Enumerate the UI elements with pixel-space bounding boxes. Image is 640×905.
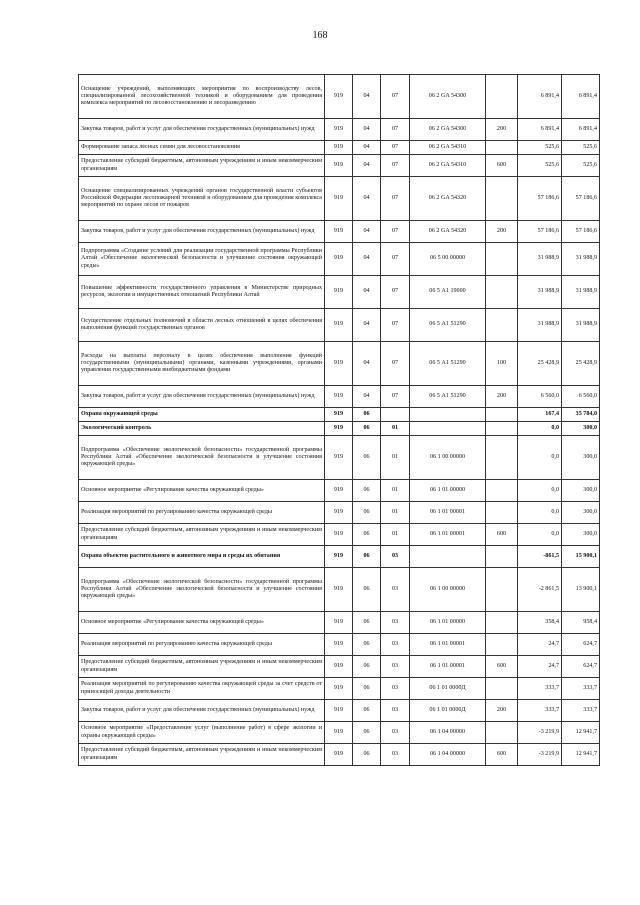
section-code: 04	[353, 119, 381, 141]
subsection-code: 07	[381, 342, 410, 386]
target-article-code: 06 2 GA 54300	[410, 119, 486, 141]
total-amount: 12 941,7	[562, 744, 600, 766]
subsection-code: 01	[381, 480, 410, 502]
subsection-code: 07	[381, 155, 410, 177]
ministry-code: 919	[325, 422, 353, 436]
subsection-code: 01	[381, 436, 410, 480]
expense-type-code	[486, 722, 518, 744]
change-amount: -3 219,9	[518, 722, 562, 744]
section-code: 06	[353, 480, 381, 502]
target-article-code: 06 1 04 00000	[410, 722, 486, 744]
ministry-code: 919	[325, 612, 353, 634]
subsection-code: 03	[381, 612, 410, 634]
target-article-code: 06 2 GA 54300	[410, 75, 486, 119]
total-amount: 15 900,1	[562, 546, 600, 568]
row-description: Предоставление субсидий бюджетным, автономным учреждениям и иным некоммерческим организациям	[79, 744, 325, 766]
total-amount: 6 891,4	[562, 75, 600, 119]
ministry-code: 919	[325, 386, 353, 408]
row-description: Закупка товаров, работ и услуг для обеспечения государственных (муниципальных) нужд	[79, 700, 325, 722]
target-article-code: 06 5 00 00000	[410, 243, 486, 276]
ministry-code: 919	[325, 524, 353, 546]
change-amount: 31 988,9	[518, 309, 562, 342]
budget-table-body	[79, 75, 600, 766]
table-row	[79, 480, 600, 502]
ministry-code: 919	[325, 221, 353, 243]
section-code: 04	[353, 221, 381, 243]
total-amount: 35 784,0	[562, 408, 600, 422]
row-description: Закупка товаров, работ и услуг для обеспечения государственных (муниципальных) нужд	[79, 119, 325, 141]
expense-type-code	[486, 408, 518, 422]
table-row	[79, 612, 600, 634]
total-amount: 333,7	[562, 678, 600, 700]
section-code: 04	[353, 309, 381, 342]
table-row	[79, 309, 600, 342]
total-amount: 31 988,9	[562, 276, 600, 309]
table-row	[79, 386, 600, 408]
subsection-code: 07	[381, 177, 410, 221]
row-description: Охрана окружающей среды	[79, 408, 325, 422]
change-amount: 0,0	[518, 436, 562, 480]
section-code: 06	[353, 422, 381, 436]
budget-table	[78, 74, 600, 766]
subsection-code	[381, 408, 410, 422]
row-description: Оснащение учреждений, выполняющих мероприятия по воспроизводству лесов, специализированной лесохозяйственной техникой и оборудованием для проведения комплекса мероприятий по лесовосстановлению и лесоразведению	[79, 75, 325, 119]
target-article-code: 06 2 GA 54320	[410, 177, 486, 221]
target-article-code	[410, 422, 486, 436]
section-code: 04	[353, 386, 381, 408]
expense-type-code: 200	[486, 386, 518, 408]
section-code: 06	[353, 502, 381, 524]
change-amount: 333,7	[518, 678, 562, 700]
target-article-code: 06 1 01 0000Д	[410, 678, 486, 700]
subsection-code: 03	[381, 700, 410, 722]
subsection-code: 03	[381, 634, 410, 656]
table-row	[79, 119, 600, 141]
expense-type-code: 100	[486, 342, 518, 386]
target-article-code: 06 5 А1 51290	[410, 309, 486, 342]
target-article-code: 06 1 00 00000	[410, 568, 486, 612]
expense-type-code	[486, 612, 518, 634]
total-amount: 300,0	[562, 524, 600, 546]
total-amount: 624,7	[562, 656, 600, 678]
section-code: 06	[353, 634, 381, 656]
target-article-code: 06 2 GA 54310	[410, 155, 486, 177]
change-amount: 525,6	[518, 155, 562, 177]
expense-type-code: 200	[486, 119, 518, 141]
row-description: Подпрограмма «Создание условий для реализации государственной программы Республики Алтай «Обеспечение экологической безопасности и улучшение состояния окружающей среды»	[79, 243, 325, 276]
ministry-code: 919	[325, 546, 353, 568]
table-row	[79, 75, 600, 119]
table-row	[79, 141, 600, 155]
row-description: Оснащение специализированных учреждений органов государственной власти субъектов Российской Федерации лесопожарной техникой и оборудованием для проведения комплекса мероприятий по охране лесов от пожаров	[79, 177, 325, 221]
expense-type-code	[486, 243, 518, 276]
row-description: Повышение эффективности государственного управления в Министерстве природных ресурсов, экологии и имущественных отношений Республики Алтай	[79, 276, 325, 309]
target-article-code: 06 2 GA 54320	[410, 221, 486, 243]
change-amount: 24,7	[518, 634, 562, 656]
row-description: Осуществление отдельных полномочий в области лесных отношений в целях обеспечения выполнения функций государственных органов	[79, 309, 325, 342]
change-amount: -2 861,5	[518, 568, 562, 612]
expense-type-code	[486, 309, 518, 342]
ministry-code: 919	[325, 408, 353, 422]
target-article-code: 06 1 04 00000	[410, 744, 486, 766]
section-code: 06	[353, 678, 381, 700]
ministry-code: 919	[325, 177, 353, 221]
section-code: 06	[353, 656, 381, 678]
row-description: Охрана объектов растительного и животного мира и среды их обитания	[79, 546, 325, 568]
section-code: 06	[353, 546, 381, 568]
ministry-code: 919	[325, 243, 353, 276]
ministry-code: 919	[325, 656, 353, 678]
change-amount: 0,0	[518, 502, 562, 524]
section-code: 06	[353, 744, 381, 766]
total-amount: 333,7	[562, 700, 600, 722]
target-article-code	[410, 408, 486, 422]
table-row	[79, 722, 600, 744]
change-amount: 31 988,9	[518, 276, 562, 309]
subsection-code: 01	[381, 422, 410, 436]
subsection-code: 07	[381, 119, 410, 141]
section-code: 04	[353, 75, 381, 119]
row-description: Закупка товаров, работ и услуг для обеспечения государственных (муниципальных) нужд	[79, 221, 325, 243]
total-amount: 300,0	[562, 436, 600, 480]
expense-type-code	[486, 546, 518, 568]
change-amount: -861,5	[518, 546, 562, 568]
change-amount: 25 428,9	[518, 342, 562, 386]
section-code: 04	[353, 243, 381, 276]
ministry-code: 919	[325, 342, 353, 386]
ministry-code: 919	[325, 436, 353, 480]
subsection-code: 03	[381, 722, 410, 744]
section-code: 06	[353, 436, 381, 480]
section-code: 04	[353, 177, 381, 221]
row-description: Формирование запаса лесных семян для лесовосстановления	[79, 141, 325, 155]
row-description: Предоставление субсидий бюджетным, автономным учреждениям и иным некоммерческим организациям	[79, 155, 325, 177]
target-article-code: 06 2 GA 54310	[410, 141, 486, 155]
table-row	[79, 700, 600, 722]
row-description: Реализация мероприятий по регулированию качества окружающей среды за счет средств от приносящей доходы деятельности	[79, 678, 325, 700]
row-description: Подпрограмма «Обеспечение экологической безопасности» государственной программы Республики Алтай «Обеспечение экологической безопасности и улучшение состояния окружающей среды»	[79, 568, 325, 612]
subsection-code: 07	[381, 243, 410, 276]
ministry-code: 919	[325, 155, 353, 177]
ministry-code: 919	[325, 141, 353, 155]
expense-type-code: 600	[486, 744, 518, 766]
page-number: 168	[312, 30, 328, 41]
row-description: Реализация мероприятий по регулированию качества окружающей среды	[79, 502, 325, 524]
target-article-code: 06 1 01 0000Д	[410, 700, 486, 722]
subsection-code: 07	[381, 276, 410, 309]
expense-type-code	[486, 634, 518, 656]
expense-type-code	[486, 177, 518, 221]
expense-type-code	[486, 141, 518, 155]
total-amount: 57 186,6	[562, 221, 600, 243]
row-description: Подпрограмма «Обеспечение экологической безопасности» государственной программы Республики Алтай «Обеспечение экологической безопасности и улучшение состояния окружающей среды»	[79, 436, 325, 480]
target-article-code: 06 1 01 00001	[410, 524, 486, 546]
section-code: 06	[353, 700, 381, 722]
subsection-code: 03	[381, 546, 410, 568]
row-description: Экологический контроль	[79, 422, 325, 436]
subsection-code: 07	[381, 141, 410, 155]
table-row	[79, 678, 600, 700]
subsection-code: 07	[381, 221, 410, 243]
expense-type-code: 600	[486, 524, 518, 546]
table-row	[79, 243, 600, 276]
table-row	[79, 276, 600, 309]
total-amount: 6 560,0	[562, 386, 600, 408]
subsection-code: 03	[381, 744, 410, 766]
change-amount: -3 219,9	[518, 744, 562, 766]
ministry-code: 919	[325, 276, 353, 309]
expense-type-code	[486, 502, 518, 524]
change-amount: 0,0	[518, 524, 562, 546]
ministry-code: 919	[325, 480, 353, 502]
change-amount: 57 186,6	[518, 177, 562, 221]
ministry-code: 919	[325, 568, 353, 612]
ministry-code: 919	[325, 722, 353, 744]
table-row	[79, 546, 600, 568]
table-row	[79, 744, 600, 766]
section-code: 04	[353, 141, 381, 155]
total-amount: 12 941,7	[562, 722, 600, 744]
target-article-code: 06 1 01 00001	[410, 502, 486, 524]
target-article-code: 06 1 01 00001	[410, 656, 486, 678]
total-amount: 958,4	[562, 612, 600, 634]
total-amount: 525,6	[562, 155, 600, 177]
target-article-code	[410, 546, 486, 568]
table-row	[79, 422, 600, 436]
expense-type-code: 200	[486, 700, 518, 722]
total-amount: 300,0	[562, 422, 600, 436]
table-row	[79, 524, 600, 546]
section-code: 06	[353, 408, 381, 422]
table-row	[79, 155, 600, 177]
section-code: 06	[353, 524, 381, 546]
table-row	[79, 502, 600, 524]
target-article-code: 06 5 А1 19000	[410, 276, 486, 309]
ministry-code: 919	[325, 119, 353, 141]
row-description: Основное мероприятие «Предоставление услуг (выполнение работ) в сфере экологии и охраны окружающей среды»	[79, 722, 325, 744]
row-description: Закупка товаров, работ и услуг для обеспечения государственных (муниципальных) нужд	[79, 386, 325, 408]
total-amount: 31 988,9	[562, 243, 600, 276]
expense-type-code	[486, 436, 518, 480]
section-code: 06	[353, 568, 381, 612]
target-article-code: 06 5 А1 51290	[410, 386, 486, 408]
change-amount: 333,7	[518, 700, 562, 722]
ministry-code: 919	[325, 502, 353, 524]
expense-type-code: 600	[486, 656, 518, 678]
total-amount: 624,7	[562, 634, 600, 656]
total-amount: 300,0	[562, 502, 600, 524]
expense-type-code	[486, 75, 518, 119]
row-description: Расходы на выплаты персоналу в целях обеспечения выполнения функций государственными (муниципальными) органами, казенными учреждениями, органами управления государственными внебюджетными фондами	[79, 342, 325, 386]
table-row	[79, 221, 600, 243]
table-row	[79, 634, 600, 656]
row-description: Реализация мероприятий по регулированию качества окружающей среды	[79, 634, 325, 656]
ministry-code: 919	[325, 678, 353, 700]
change-amount: 6 891,4	[518, 119, 562, 141]
ministry-code: 919	[325, 309, 353, 342]
total-amount: 25 428,9	[562, 342, 600, 386]
expense-type-code	[486, 276, 518, 309]
table-row	[79, 342, 600, 386]
table-row	[79, 656, 600, 678]
total-amount: 57 186,6	[562, 177, 600, 221]
row-description: Предоставление субсидий бюджетным, автономным учреждениям и иным некоммерческим организациям	[79, 524, 325, 546]
expense-type-code	[486, 480, 518, 502]
subsection-code: 07	[381, 309, 410, 342]
section-code: 04	[353, 276, 381, 309]
total-amount: 13 900,1	[562, 568, 600, 612]
table-row	[79, 408, 600, 422]
target-article-code: 06 5 А1 51290	[410, 342, 486, 386]
change-amount: 57 186,6	[518, 221, 562, 243]
row-description: Основное мероприятие «Регулирование качества окружающей среды»	[79, 612, 325, 634]
total-amount: 525,6	[562, 141, 600, 155]
subsection-code: 07	[381, 386, 410, 408]
ministry-code: 919	[325, 700, 353, 722]
ministry-code: 919	[325, 634, 353, 656]
expense-type-code	[486, 422, 518, 436]
change-amount: 525,6	[518, 141, 562, 155]
expense-type-code	[486, 568, 518, 612]
change-amount: 6 891,4	[518, 75, 562, 119]
change-amount: 31 988,9	[518, 243, 562, 276]
change-amount: 167,4	[518, 408, 562, 422]
total-amount: 300,0	[562, 480, 600, 502]
target-article-code: 06 1 01 00000	[410, 612, 486, 634]
subsection-code: 01	[381, 502, 410, 524]
change-amount: 24,7	[518, 656, 562, 678]
expense-type-code: 600	[486, 155, 518, 177]
change-amount: 0,0	[518, 422, 562, 436]
ministry-code: 919	[325, 75, 353, 119]
section-code: 06	[353, 722, 381, 744]
change-amount: 358,4	[518, 612, 562, 634]
expense-type-code: 200	[486, 221, 518, 243]
row-description: Предоставление субсидий бюджетным, автономным учреждениям и иным некоммерческим организациям	[79, 656, 325, 678]
total-amount: 6 891,4	[562, 119, 600, 141]
section-code: 04	[353, 342, 381, 386]
row-description: Основное мероприятие «Регулирование качества окружающей среды»	[79, 480, 325, 502]
target-article-code: 06 1 01 00000	[410, 480, 486, 502]
subsection-code: 03	[381, 678, 410, 700]
subsection-code: 03	[381, 656, 410, 678]
section-code: 04	[353, 155, 381, 177]
table-row	[79, 568, 600, 612]
section-code: 06	[353, 612, 381, 634]
subsection-code: 01	[381, 524, 410, 546]
expense-type-code	[486, 678, 518, 700]
table-row	[79, 177, 600, 221]
table-row	[79, 436, 600, 480]
change-amount: 6 560,0	[518, 386, 562, 408]
total-amount: 31 988,9	[562, 309, 600, 342]
subsection-code: 07	[381, 75, 410, 119]
subsection-code: 03	[381, 568, 410, 612]
change-amount: 0,0	[518, 480, 562, 502]
target-article-code: 06 1 01 00001	[410, 634, 486, 656]
ministry-code: 919	[325, 744, 353, 766]
target-article-code: 06 1 00 00000	[410, 436, 486, 480]
